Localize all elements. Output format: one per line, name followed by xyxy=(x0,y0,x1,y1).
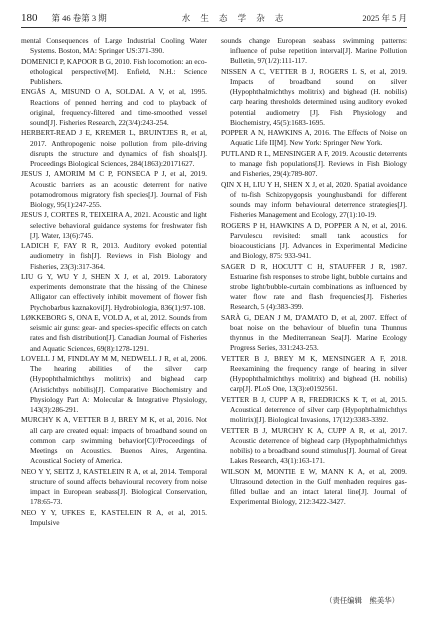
reference-entry: NEO Y Y, SEITZ J, KASTELEIN R A, et al, 2014. Temporal structure of sound affects behavioural recovery from noise impact in European seabass[J]. Biological Conservation, 178:65-73. xyxy=(21,466,207,507)
reference-entry: LADICH F, FAY R R, 2013. Auditory evoked potential audiometry in fish[J]. Reviews in Fish Biology and Fisheries, 23(3):317-364. xyxy=(21,241,207,271)
volume-issue: 第 46 卷第 3 期 xyxy=(51,13,107,23)
journal-name: 水 生 态 学 杂 志 xyxy=(181,13,288,23)
reference-entry: MURCHY K A, VETTER B J, BREY M K, et al, 2016. Not all carp are created equal: impacts of broadband sound on common carp swimming behavior[C]//Proceedings of Meetings on Acoustics. Buenos Aires, Argentina. Acoustical Society of America. xyxy=(21,415,207,466)
reference-column-left xyxy=(21,36,207,528)
reference-entry: LIU G Y, WU Y J, SHEN X J, et al, 2019. Laboratory experiments demonstrate that the hissing of the Chinese Alligator can effectively inhibit movement of flower fish Ptychobarbus kaznakovi[J]. Hydrobiologia, 836(1):97-108. xyxy=(21,271,207,312)
reference-entry: VETTER B J, CUPP A R, FREDRICKS K T, et al, 2015. Acoustical deterrence of silver carp (Hypophthalmichthys molitrix)[J]. Biological Invasions, 17(12):3383-3392. xyxy=(221,394,407,425)
reference-entry: DOMENICI P, KAPOOR B G, 2010. Fish locomotion: an eco-ethological perspective[M]. Enfield, N.H.: Science Publishers. xyxy=(21,56,207,86)
reference-columns xyxy=(21,36,407,528)
reference-entry: QIN X H, LIU Y H, SHEN X J, et al, 2020. Spatial avoidance of tu-fish Schizopygopsis younghusbandi for different sounds may inform behavioural deterrence strategies[J]. Fisheries Management and Ecology, 27(1):10-19. xyxy=(221,179,407,220)
reference-entry: SAGER D R, HOCUTT C H, STAUFFER J R, 1987. Estuarine fish responses to strobe light, bubble curtains and strobe light/bubble-curtain combinations as influenced by water flow rate and flash frequencies[J]. Fisheries Research, 5 (4):383-399. xyxy=(221,261,407,312)
reference-entry: VETTER B J, MURCHY K A, CUPP A R, et al, 2017. Acoustic deterrence of bighead carp (Hypophthalmichthys nobilis) to a broadband sound stimulus[J]. Journal of Great Lakes Research, 43(1):163-171. xyxy=(221,425,407,466)
reference-entry: LOVELL J M, FINDLAY M M, NEDWELL J R, et al, 2006. The hearing abilities of the silver carp (Hypophthalmichthys molitrix) and bighead carp (Aristichthys nobilis)[J]. Comparative Biochemistry and Physiology Part A: Molecular & Integrative Physiology, 143(3):286-291. xyxy=(21,353,207,414)
reference-entry: SARÀ G, DEAN J M, D'AMATO D, et al, 2007. Effect of boat noise on the behaviour of bluefin tuna Thunnus thynnus in the Mediterranean Sea[J]. Marine Ecology Progress Series, 331:243-253. xyxy=(221,312,407,353)
reference-entry: sounds change European seabass swimming patterns: influence of pulse repetition interval[J]. Marine Pollution Bulletin, 97(1/2):111-117. xyxy=(221,36,407,66)
reference-entry: HERBERT-READ J E, KREMER L, BRUINTJES R, et al, 2017. Anthropogenic noise pollution from pile-driving disrupts the structure and dynamics of fish shoals[J]. Proceedings Biological Sciences, 284(1863):20171627. xyxy=(21,128,207,168)
reference-entry: VETTER B J, BREY M K, MENSINGER A F, 2018. Reexamining the frequency range of hearing in silver (Hypophthalmichthys molitrix) and bighead (H. nobilis) carp[J]. PLoS One, 13(3):e0192561. xyxy=(221,353,407,394)
reference-entry: PUTLAND R L, MENSINGER A F, 2019. Acoustic deterrents to manage fish populations[J]. Reviews in Fish Biology and Fisheries, 29(4):789-807. xyxy=(221,148,407,179)
reference-entry: NISSEN A C, VETTER B J, ROGERS L S, et al, 2019. Impacts of broadband sound on silver (Hypophthalmichthys molitrix) and bighead (H. nobilis) carp hearing thresholds determined using auditory evoked potential audiometry [J]. Fish Physiology and Biochemistry, 45(5):1683-1695. xyxy=(221,66,407,127)
page-number: 180 xyxy=(21,12,38,24)
reference-column-right xyxy=(221,36,407,528)
reference-entry: ENGÅS A, MISUND O A, SOLDAL A V, et al, 1995. Reactions of penned herring and cod to playback of original, frequency-filtered and time-smoothed vessel sound[J]. Fisheries Research, 22(3/4):243-254. xyxy=(21,87,207,127)
reference-entry: JESUS J, CORTES R, TEIXEIRA A, 2021. Acoustic and light selective behavioral guidance systems for freshwater fish [J]. Water, 13(6):745. xyxy=(21,210,207,240)
reference-entry: LØKKEBORG S, ONA E, VOLD A, et al, 2012. Sounds from seismic air guns: gear- and species-specific effects on catch rates and fish distribution[J]. Canadian Journal of Fisheries and Aquatic Sciences, 69(8):1278-1291. xyxy=(21,312,207,353)
reference-entry: POPPER A N, HAWKINS A, 2016. The Effects of Noise on Aquatic Life II[M]. New York: Springer New York. xyxy=(221,128,407,148)
running-header xyxy=(21,9,407,28)
editor-note: （责任编辑 熊美华） xyxy=(325,596,399,605)
reference-entry: mental Consequences of Large Industrial Cooling Water Systems. Boston, MA: Springer US:371-390. xyxy=(21,36,207,56)
reference-entry: JESUS J, AMORIM M C P, FONSECA P J, et al, 2019. Acoustic barriers as an acoustic deterrent for native potamodromous migratory fish species[J]. Journal of Fish Biology, 95(1):247-255. xyxy=(21,169,207,209)
reference-entry: ROGERS P H, HAWKINS A D, POPPER A N, et al, 2016. Parvulescu revisited: small tank acoustics for bioacousticians [J]. Advances in Experimental Medicine and Biology, 875: 933-941. xyxy=(221,220,407,261)
issue-date: 2025 年 5 月 xyxy=(362,13,407,23)
reference-entry: WILSON M, MONTIE E W, MANN K A, et al, 2009. Ultrasound detection in the Gulf menhaden requires gas-filled bullae and an intact lateral line[J]. Journal of Experimental Biology, 212:3422-3427. xyxy=(221,466,407,507)
reference-entry: NEO Y Y, UFKES E, KASTELEIN R A, et al, 2015. Impulsive xyxy=(21,507,207,527)
